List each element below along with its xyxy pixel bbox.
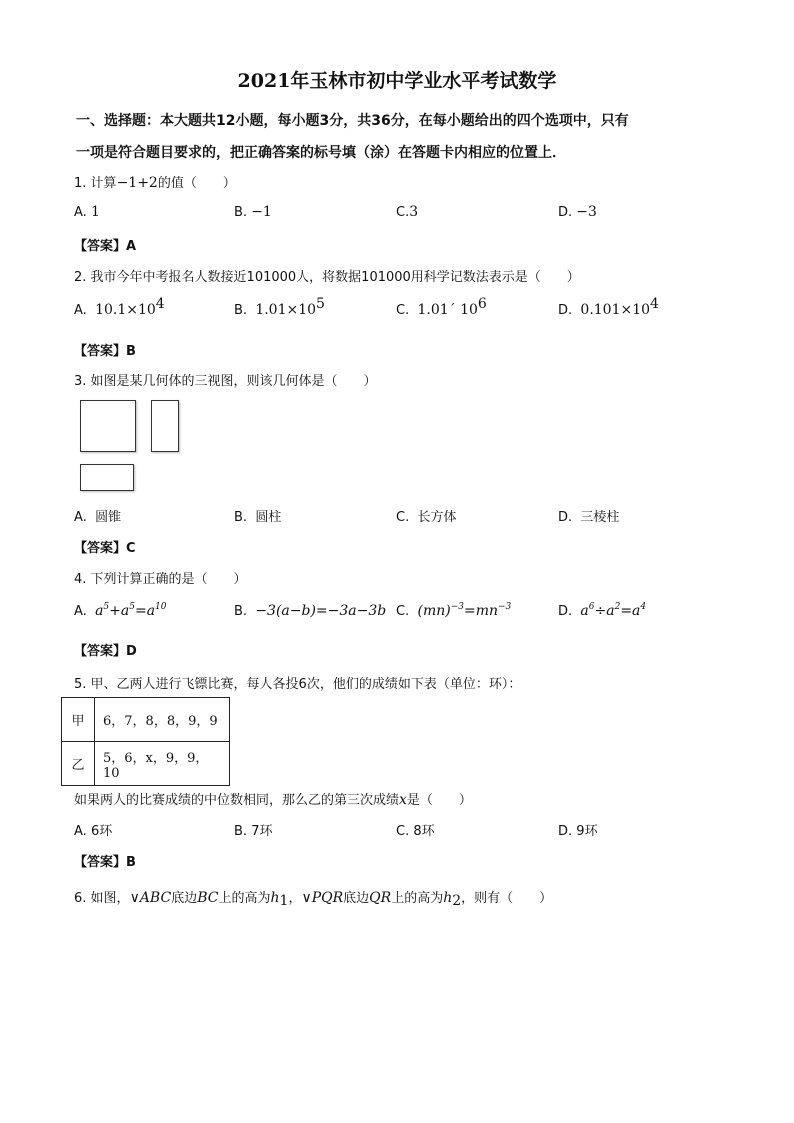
- side-bc: BC: [197, 890, 219, 906]
- stem-part: 底边: [171, 891, 198, 906]
- question-stem: 计算: [90, 176, 117, 191]
- answer-label: 【答案】: [74, 239, 127, 254]
- option-label: B.: [234, 510, 248, 525]
- option-label: D.: [558, 824, 573, 839]
- option-d[interactable]: [558, 296, 659, 318]
- answer-label: 【答案】: [74, 344, 127, 359]
- question-6: [74, 887, 553, 909]
- stem-part: 上的高为: [218, 891, 271, 906]
- triangle-pqr: ∨PQR: [301, 890, 344, 906]
- option-text: 9环: [576, 824, 598, 839]
- variable: x: [399, 792, 407, 808]
- option-base: 10.1×10: [95, 302, 156, 318]
- stem-part: 底边: [343, 891, 370, 906]
- option-text: 圆锥: [95, 510, 122, 525]
- question-stem: 甲、乙两人进行飞镖比赛，每人各投6次，他们的成绩如下表（单位：环）：: [90, 677, 522, 692]
- side-view-rectangle: [151, 400, 179, 452]
- answer-4: [74, 640, 137, 659]
- stem-part: ，: [288, 891, 302, 906]
- score-table: [61, 697, 230, 786]
- option-a[interactable]: [74, 506, 121, 525]
- option-text: −1: [251, 204, 272, 220]
- question-number: 4.: [74, 572, 87, 587]
- option-d[interactable]: [558, 506, 619, 525]
- option-c[interactable]: [396, 820, 435, 839]
- option-text: 长方体: [417, 510, 457, 525]
- option-label: B.: [234, 824, 248, 839]
- option-label: A.: [74, 205, 87, 220]
- option-math: $a^6\div a^2=a^4$: [580, 602, 647, 619]
- option-exponent: 6: [477, 296, 487, 312]
- question-2: [74, 266, 580, 285]
- height-h2-subscript: 2: [452, 893, 462, 909]
- player-name: 乙: [62, 742, 95, 786]
- answer-3: [74, 537, 136, 556]
- followup-text: 如果两人的比赛成绩的中位数相同，那么乙的第三次成绩: [74, 793, 400, 808]
- option-b[interactable]: [234, 820, 272, 839]
- option-exponent: 5: [316, 296, 325, 312]
- option-label: C.: [396, 205, 410, 220]
- option-label: A.: [74, 510, 87, 525]
- option-a[interactable]: [74, 820, 112, 839]
- stem-part: 如图，: [90, 891, 130, 906]
- answer-value: B: [126, 344, 136, 359]
- option-exponent: 4: [650, 296, 659, 312]
- table-row: [62, 742, 230, 786]
- answer-value: D: [126, 644, 137, 659]
- answer-value: C: [126, 541, 136, 556]
- option-text: 6环: [90, 824, 113, 839]
- option-b[interactable]: [234, 296, 325, 318]
- question-stem: 如图是某几何体的三视图，则该几何体是（ ）: [90, 374, 377, 389]
- answer-2: [74, 340, 136, 359]
- option-text: −3: [576, 204, 597, 220]
- option-label: C.: [396, 824, 410, 839]
- question-stem-tail: 的值（ ）: [157, 176, 236, 191]
- question-1: [74, 172, 236, 191]
- option-d[interactable]: [558, 204, 597, 220]
- height-h1: h: [270, 890, 280, 906]
- option-c[interactable]: [396, 506, 457, 525]
- height-h2: h: [443, 890, 453, 906]
- option-label: D.: [558, 510, 573, 525]
- option-label: C.: [396, 303, 410, 318]
- question-3: [74, 370, 377, 389]
- option-text: 7环: [251, 824, 273, 839]
- question-5: [74, 673, 521, 692]
- stem-part: 上的高为: [391, 891, 444, 906]
- question-number: 3.: [74, 374, 87, 389]
- question-number: 2.: [74, 270, 87, 285]
- option-a[interactable]: [74, 204, 100, 220]
- front-view-rectangle: [80, 400, 136, 452]
- option-math: −3(a−b)=−3a−3b: [255, 603, 387, 619]
- option-b[interactable]: [234, 506, 281, 525]
- option-math: $a^5+a^5=a^{10}$: [95, 602, 167, 619]
- answer-value: A: [126, 239, 137, 254]
- option-b[interactable]: [234, 204, 272, 220]
- expression: −1+2: [116, 175, 158, 191]
- option-base: 1.01´ 10: [417, 302, 478, 318]
- option-c[interactable]: [396, 296, 487, 318]
- page-title: 2021年玉林市初中学业水平考试数学: [237, 70, 557, 92]
- option-b[interactable]: [234, 603, 386, 619]
- option-label: B.: [234, 205, 248, 220]
- option-a[interactable]: [74, 296, 165, 318]
- table-row: [62, 698, 230, 742]
- section-instructions-line1: 一、选择题：本大题共12小题，每小题3分，共36分，在每小题给出的四个选项中，只有: [76, 113, 629, 129]
- option-label: D.: [558, 303, 573, 318]
- side-qr: QR: [369, 890, 392, 906]
- option-label: C.: [396, 604, 410, 619]
- option-base: 0.101×10: [580, 302, 651, 318]
- option-label: A.: [74, 824, 87, 839]
- option-text: 圆柱: [255, 510, 282, 525]
- option-text: 三棱柱: [580, 510, 620, 525]
- option-math: $(mn)^{-3}=mn^{-3}$: [417, 602, 512, 619]
- option-label: A.: [74, 604, 87, 619]
- option-label: B.: [234, 303, 248, 318]
- option-exponent: 4: [155, 296, 165, 312]
- player-scores: 5，6，x，9，9，10: [95, 742, 230, 786]
- option-base: 1.01×10: [255, 302, 317, 318]
- option-a[interactable]: [74, 603, 167, 619]
- option-d[interactable]: [558, 820, 598, 839]
- option-label: D.: [558, 205, 573, 220]
- question-number: 5.: [74, 677, 87, 692]
- option-c[interactable]: [396, 204, 418, 220]
- question-number: 6.: [74, 891, 87, 906]
- triangle-abc: ∨ABC: [129, 890, 172, 906]
- option-text: 1: [90, 204, 100, 220]
- option-label: D.: [558, 604, 573, 619]
- question-5-followup: [74, 789, 472, 808]
- section-instructions-line2: 一项是符合题目要求的，把正确答案的标号填（涂）在答题卡内相应的位置上．: [76, 145, 566, 161]
- player-name: 甲: [62, 698, 95, 742]
- answer-label: 【答案】: [74, 644, 127, 659]
- top-view-rectangle: [80, 464, 134, 491]
- player-scores: 6，7，8，8，9，9: [95, 698, 230, 742]
- stem-part: ，则有（ ）: [461, 891, 553, 906]
- answer-value: B: [126, 855, 136, 870]
- option-text: 8环: [413, 824, 435, 839]
- answer-label: 【答案】: [74, 541, 127, 556]
- answer-1: [74, 235, 136, 254]
- answer-label: 【答案】: [74, 855, 127, 870]
- option-label: A.: [74, 303, 87, 318]
- followup-tail: 是（ ）: [406, 793, 472, 808]
- option-d[interactable]: [558, 603, 646, 619]
- question-stem: 我市今年中考报名人数接近101000人，将数据101000用科学记数法表示是（ ）: [90, 270, 580, 285]
- option-text: 3: [409, 204, 419, 220]
- height-h1-subscript: 1: [279, 893, 289, 909]
- option-label: B.: [234, 604, 248, 619]
- option-label: C.: [396, 510, 410, 525]
- question-4: [74, 568, 247, 587]
- question-number: 1.: [74, 176, 87, 191]
- answer-5: [74, 851, 136, 870]
- option-c[interactable]: [396, 603, 511, 619]
- question-stem: 下列计算正确的是（ ）: [90, 572, 247, 587]
